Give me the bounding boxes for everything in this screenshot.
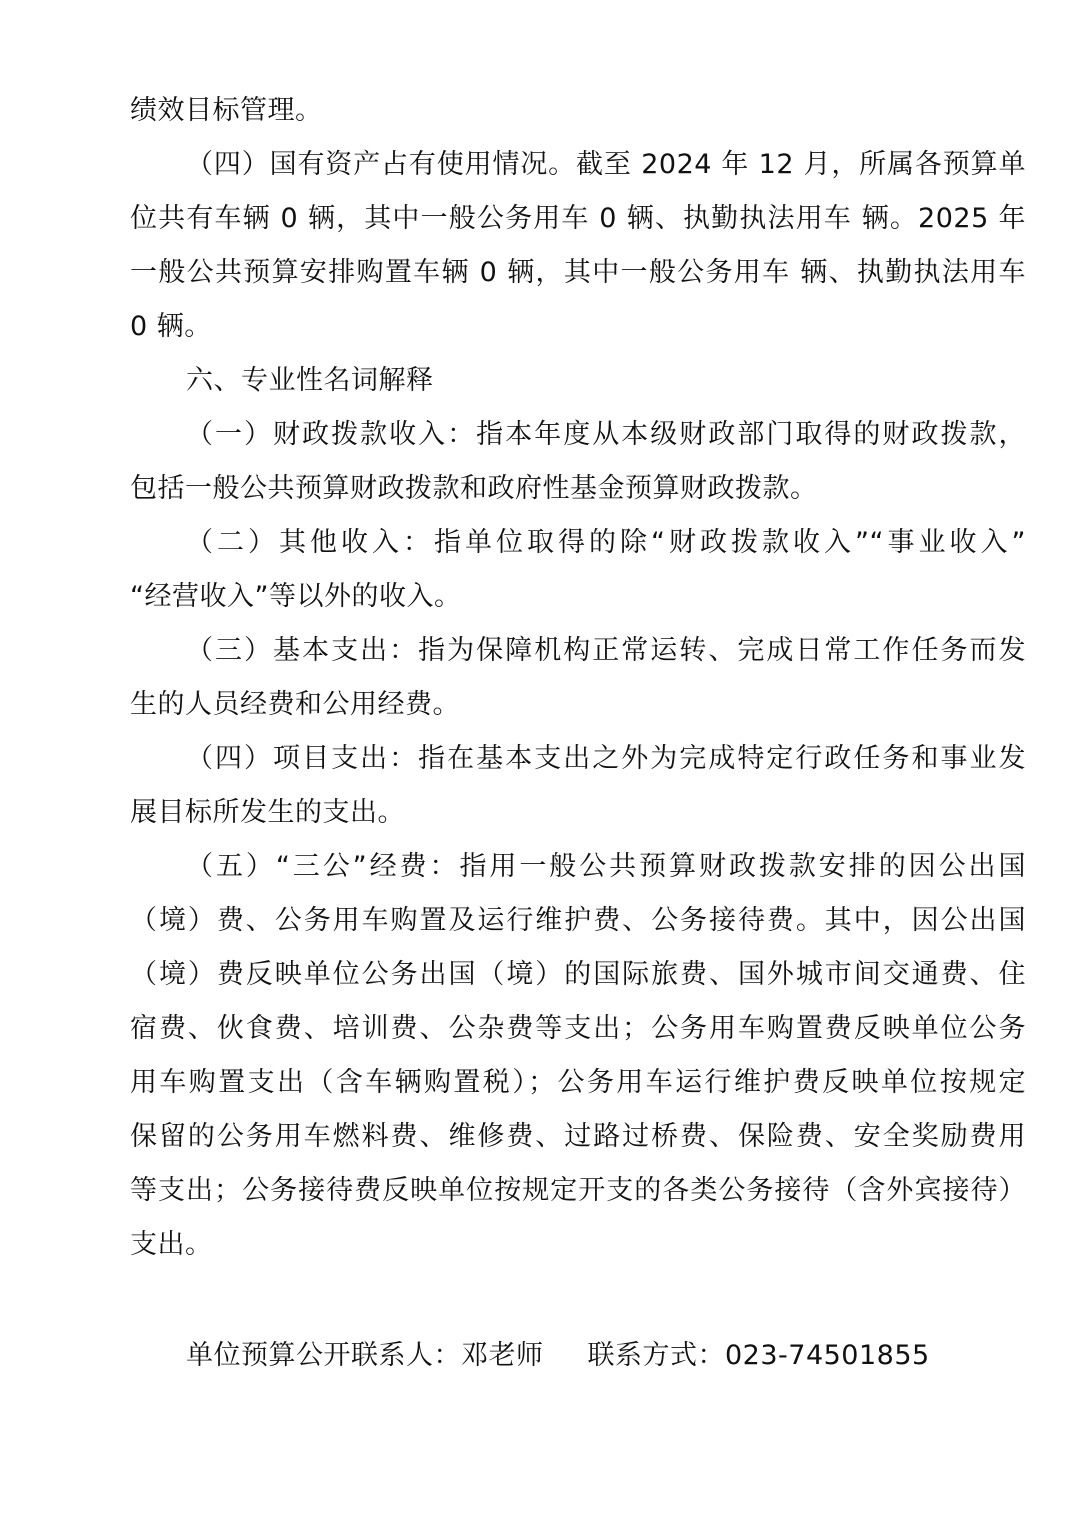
contact-info [186,1336,930,1376]
paragraph-line: 保留的公务用车燃料费、维修费、过路过桥费、保险费、安全奖励费用 [130,1121,1026,1152]
paragraph-line: 生的人员经费和公用经费。 [130,689,460,720]
paragraph-line: （四）项目支出：指在基本支出之外为完成特定行政任务和事业发 [186,743,1026,774]
paragraph-line: 一般公共预算安排购置车辆 0 辆，其中一般公务用车 辆、执勤执法用车 [130,257,1026,288]
paragraph-line: 支出。 [130,1229,213,1260]
contact-person: 单位预算公开联系人：邓老师 [186,1340,544,1371]
paragraph-line: 绩效目标管理。 [130,95,323,126]
paragraph-line: 展目标所发生的支出。 [130,797,405,828]
paragraph-line: （二）其他收入：指单位取得的除“财政拨款收入”“事业收入” [186,527,1026,558]
paragraph-line: “经营收入”等以外的收入。 [130,581,462,612]
contact-phone: 联系方式：023-74501855 [587,1340,930,1371]
paragraph-line: （四）国有资产占有使用情况。截至 2024 年 12 月，所属各预算单 [186,149,1026,180]
paragraph-line: 位共有车辆 0 辆，其中一般公务用车 0 辆、执勤执法用车 辆。2025 年 [130,203,1026,234]
paragraph-line: 用车购置支出（含车辆购置税）；公务用车运行维护费反映单位按规定 [130,1067,1026,1098]
paragraph-line: 宿费、伙食费、培训费、公杂费等支出；公务用车购置费反映单位公务 [130,1013,1026,1044]
paragraph-line: （境）费反映单位公务出国（境）的国际旅费、国外城市间交通费、住 [130,959,1026,990]
paragraph-line: （一）财政拨款收入：指本年度从本级财政部门取得的财政拨款， [186,419,1026,450]
paragraph-line: 0 辆。 [130,311,212,342]
paragraph-line: （五）“三公”经费：指用一般公共预算财政拨款安排的因公出国 [186,851,1026,882]
paragraph-line: （境）费、公务用车购置及运行维护费、公务接待费。其中，因公出国 [130,905,1026,936]
paragraph-line: 等支出；公务接待费反映单位按规定开支的各类公务接待（含外宾接待） [130,1175,1026,1206]
paragraph-line: 包括一般公共预算财政拨款和政府性基金预算财政拨款。 [130,473,818,504]
section-heading: 六、专业性名词解释 [186,365,434,396]
paragraph-line: （三）基本支出：指为保障机构正常运转、完成日常工作任务而发 [186,635,1026,666]
